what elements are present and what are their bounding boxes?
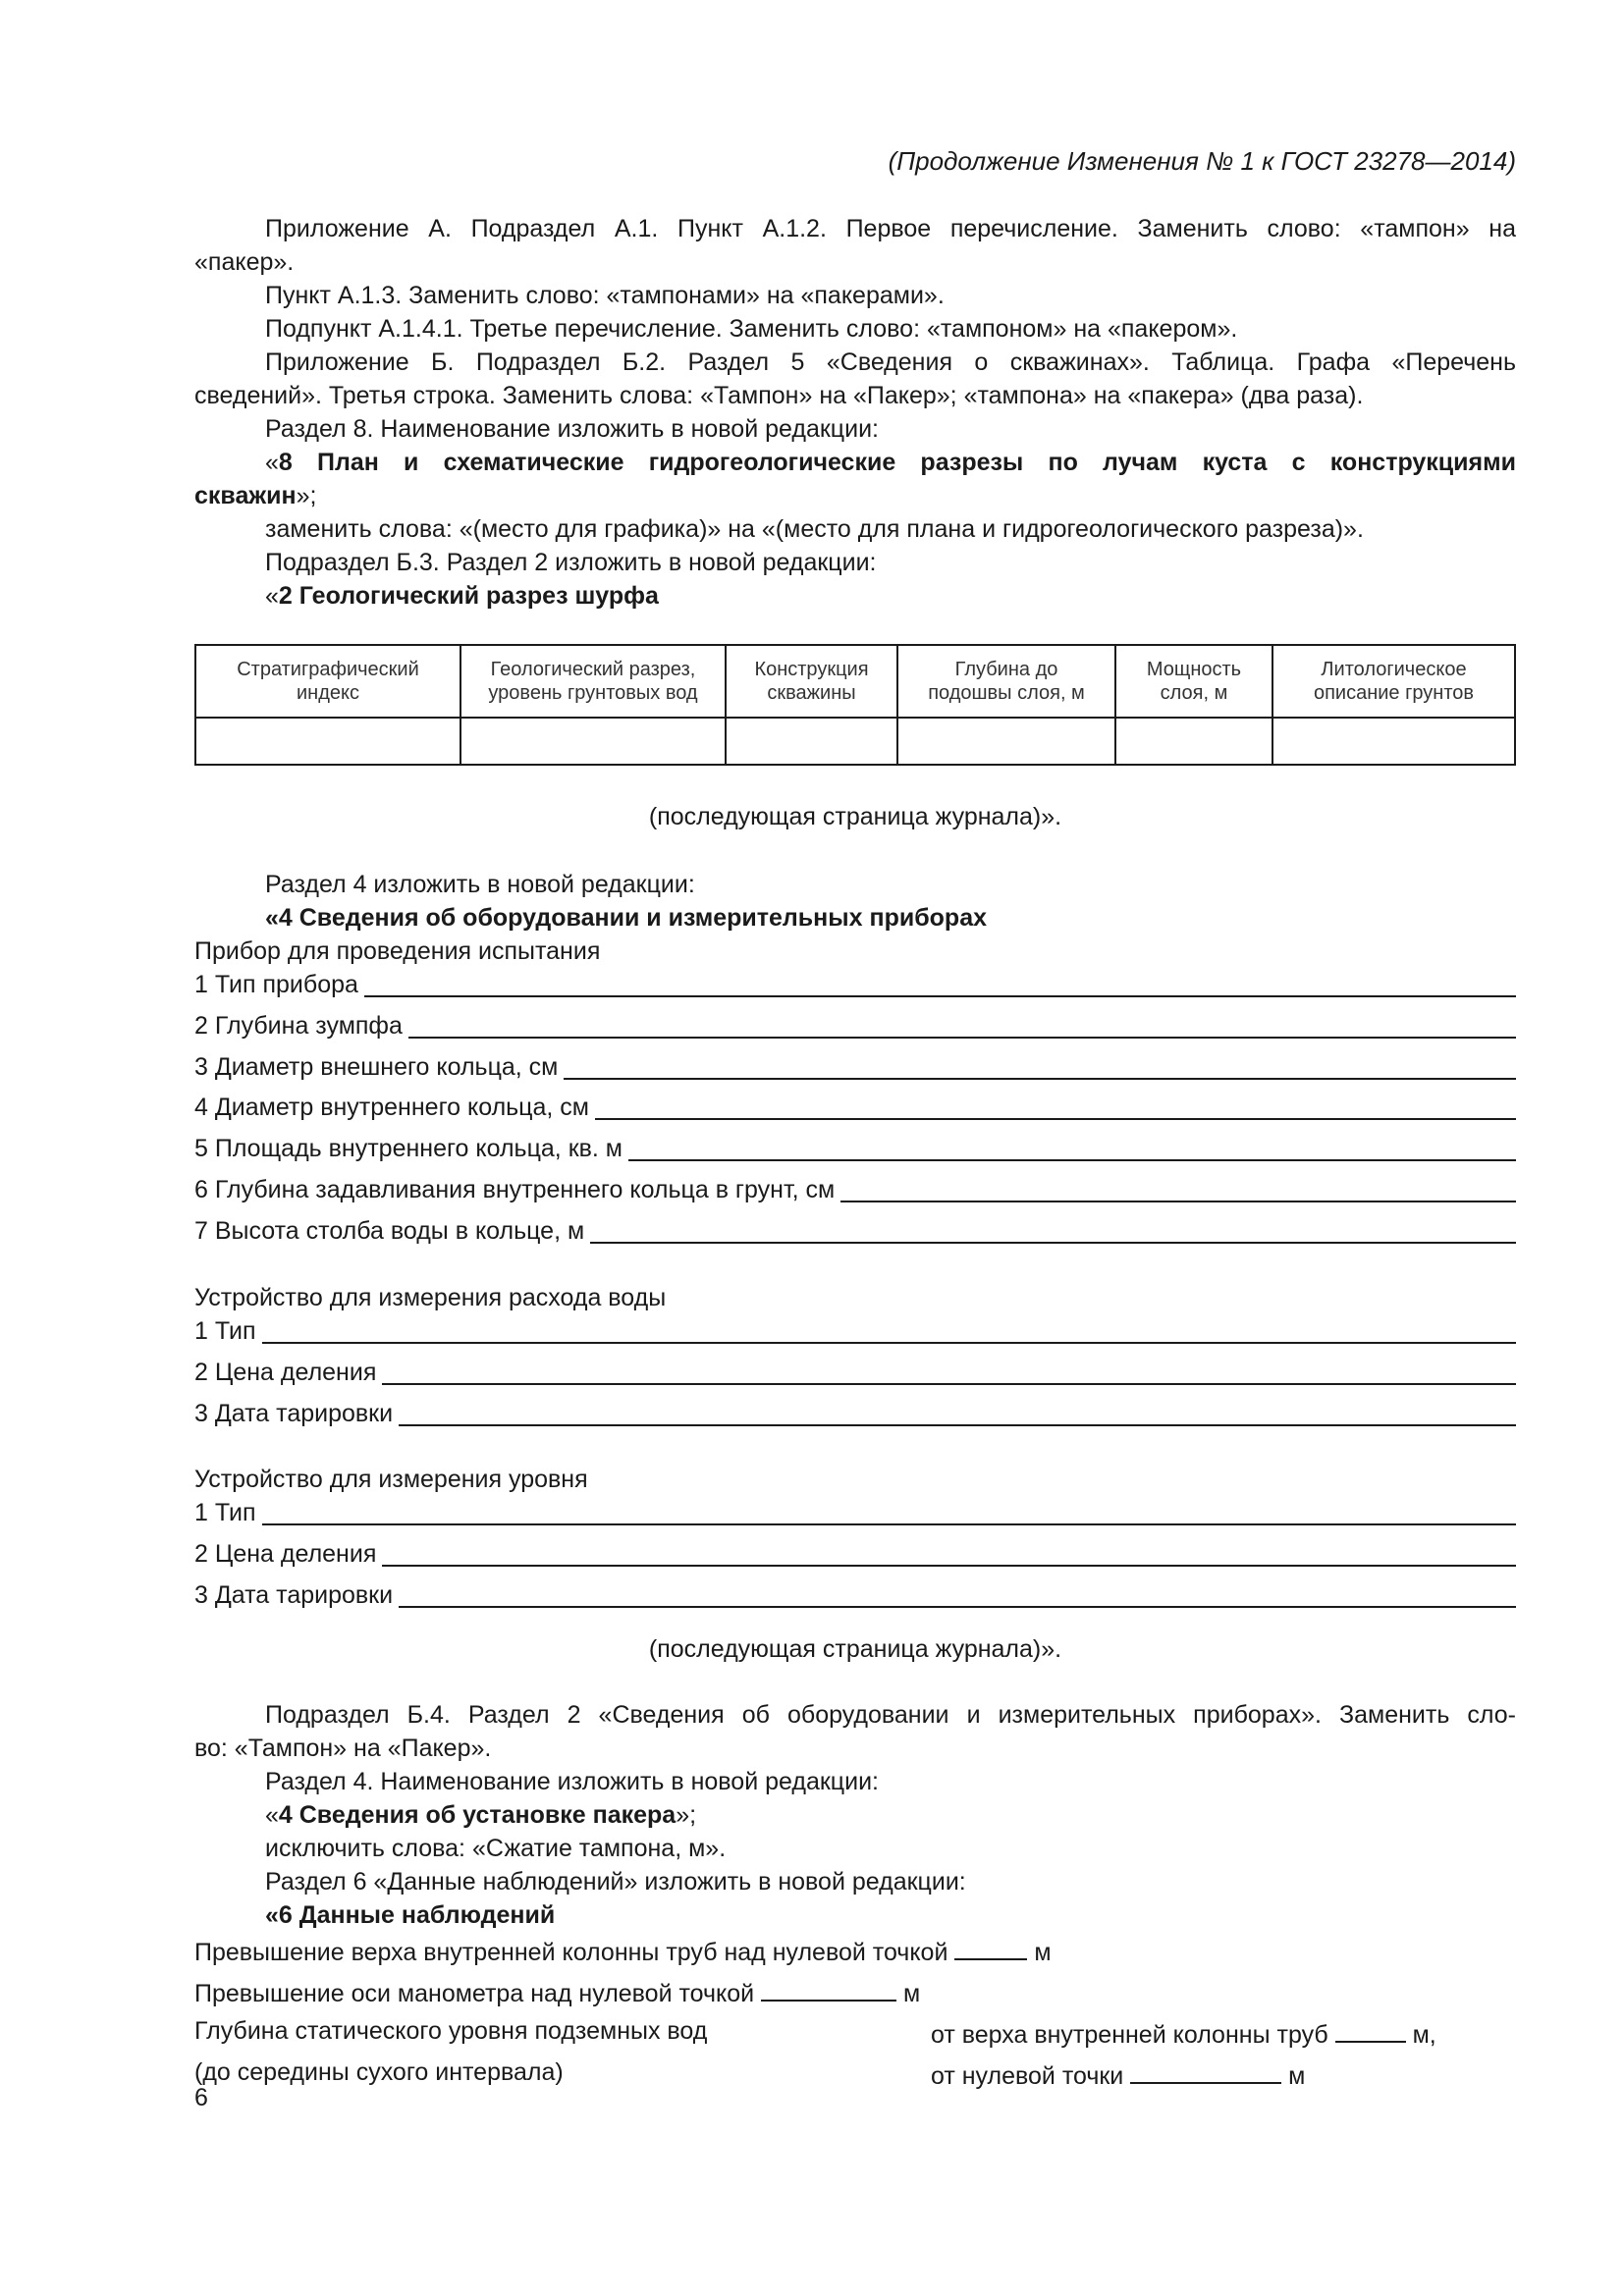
para-annex-a-line2: «пакер». bbox=[194, 248, 295, 276]
para-replace-words: заменить слова: «(место для графика)» на «(место для плана и гидрогеологического разреза)». bbox=[265, 515, 1364, 543]
fill-line bbox=[399, 1579, 1516, 1608]
para-b3: Подраздел Б.3. Раздел 2 изложить в новой редакции: bbox=[265, 549, 877, 576]
table-header-row bbox=[195, 645, 1515, 718]
fill-line bbox=[399, 1398, 1516, 1426]
para-section8-title-line1: «8 План и схематические гидрогеологические разрезы по лучам куста с конструкциями bbox=[265, 449, 1516, 476]
field-label: 1 Тип прибора bbox=[194, 971, 358, 998]
fill-line bbox=[564, 1051, 1516, 1080]
observation-sublabel: от верха внутренней колонны труб м, bbox=[931, 2014, 1436, 2052]
observation-row bbox=[194, 1973, 1516, 2010]
field-label: 2 Цена деления bbox=[194, 1359, 377, 1386]
table-header-cell: Литологическое описание грунтов bbox=[1272, 645, 1515, 718]
fill-line bbox=[595, 1092, 1516, 1120]
next-page-note-2: (последующая страница журнала)». bbox=[648, 1635, 1062, 1663]
fill-line bbox=[628, 1133, 1516, 1161]
next-page-note-1: (последующая страница журнала)». bbox=[648, 803, 1062, 830]
fill-line bbox=[262, 1315, 1516, 1344]
para-annex-b-line1: Приложение Б. Подраздел Б.2. Раздел 5 «Сведения о скважинах». Таблица. Графа «Перечень bbox=[265, 348, 1516, 376]
section4-title: «4 Сведения об оборудовании и измерительных приборах bbox=[265, 904, 988, 932]
field-label: 3 Дата тарировки bbox=[194, 1581, 394, 1609]
device-field-row bbox=[194, 1050, 1516, 1084]
fill-line bbox=[262, 1497, 1516, 1525]
unit-label: м bbox=[903, 1980, 921, 2007]
section4-packer-title: «4 Сведения об установке пакера»; bbox=[265, 1801, 697, 1829]
device-group-title: Прибор для проведения испытания bbox=[194, 937, 601, 965]
flow-group-title: Устройство для измерения расхода воды bbox=[194, 1284, 667, 1311]
device-field-row bbox=[194, 1214, 1516, 1248]
flow-field-row bbox=[194, 1356, 1516, 1389]
observation-label: Превышение оси манометра над нулевой точкой bbox=[194, 1980, 755, 2007]
fill-line bbox=[954, 1932, 1027, 1960]
para-section6: Раздел 6 «Данные наблюдений» изложить в новой редакции: bbox=[265, 1868, 966, 1896]
para-a13: Пункт А.1.3. Заменить слово: «тампонами» на «пакерами». bbox=[265, 282, 945, 309]
para-annex-b-line2: сведений». Третья строка. Заменить слова: «Тампон» на «Пакер»; «тампона» на «пакера» (два раза). bbox=[194, 382, 1364, 409]
fill-line bbox=[761, 1973, 896, 2002]
table-cell bbox=[1272, 718, 1515, 765]
table-header-cell: Мощность слоя, м bbox=[1115, 645, 1272, 718]
observation-label: Глубина статического уровня подземных вод bbox=[194, 2017, 708, 2045]
field-label: 3 Диаметр внешнего кольца, см bbox=[194, 1053, 559, 1081]
observation-label: Превышение верха внутренней колонны труб над нулевой точкой bbox=[194, 1939, 948, 1966]
table-header-cell: Глубина до подошвы слоя, м bbox=[897, 645, 1115, 718]
flow-field-row bbox=[194, 1314, 1516, 1348]
para-a141: Подпункт А.1.4.1. Третье перечисление. Заменить слово: «тампоном» на «пакером». bbox=[265, 315, 1238, 343]
observation-label: (до середины сухого интервала) bbox=[194, 2058, 564, 2086]
fill-line bbox=[1130, 2056, 1281, 2084]
field-label: 6 Глубина задавливания внутреннего кольца в грунт, см bbox=[194, 1176, 836, 1203]
para-section8: Раздел 8. Наименование изложить в новой редакции: bbox=[265, 415, 879, 443]
field-label: 2 Глубина зумпфа bbox=[194, 1012, 403, 1040]
level-field-row bbox=[194, 1537, 1516, 1571]
level-field-row bbox=[194, 1578, 1516, 1612]
page-number: 6 bbox=[194, 2084, 208, 2111]
para-b4-line1: Подраздел Б.4. Раздел 2 «Сведения об оборудовании и измерительных приборах». Заменить сло- bbox=[265, 1701, 1516, 1729]
table-empty-row bbox=[195, 718, 1515, 765]
device-field-row bbox=[194, 1091, 1516, 1124]
device-field-row bbox=[194, 1009, 1516, 1042]
device-field-row bbox=[194, 1173, 1516, 1206]
fill-line bbox=[590, 1215, 1516, 1244]
field-label: 3 Дата тарировки bbox=[194, 1400, 394, 1427]
table-header-cell: Конструкция скважины bbox=[726, 645, 897, 718]
unit-label: м bbox=[1034, 1939, 1052, 1966]
fill-line bbox=[364, 969, 1516, 997]
device-field-row bbox=[194, 968, 1516, 1001]
device-field-row bbox=[194, 1132, 1516, 1165]
fill-line bbox=[382, 1357, 1516, 1385]
para-exclude-words: исключить слова: «Сжатие тампона, м». bbox=[265, 1835, 727, 1862]
document-page bbox=[194, 0, 1516, 2296]
fill-line bbox=[1335, 2014, 1406, 2043]
para-section8-title-line2: скважин»; bbox=[194, 482, 317, 509]
table-cell bbox=[897, 718, 1115, 765]
field-label: 1 Тип bbox=[194, 1499, 256, 1526]
geological-section-table bbox=[194, 644, 1516, 766]
table-cell bbox=[726, 718, 897, 765]
flow-field-row bbox=[194, 1397, 1516, 1430]
level-field-row bbox=[194, 1496, 1516, 1529]
table-header-cell: Стратиграфический индекс bbox=[195, 645, 460, 718]
fill-line bbox=[408, 1010, 1516, 1039]
table-cell bbox=[1115, 718, 1272, 765]
table-cell bbox=[460, 718, 726, 765]
para-annex-a-line1: Приложение А. Подраздел А.1. Пункт А.1.2. Первое перечисление. Заменить слово: «тампон» на bbox=[265, 215, 1516, 242]
fill-line bbox=[840, 1174, 1516, 1202]
level-group-title: Устройство для измерения уровня bbox=[194, 1466, 588, 1493]
para-b4-line2: во: «Тампон» на «Пакер». bbox=[194, 1735, 492, 1762]
field-label: 7 Высота столба воды в кольце, м bbox=[194, 1217, 585, 1245]
section6-title: «6 Данные наблюдений bbox=[265, 1901, 556, 1929]
fill-line bbox=[382, 1538, 1516, 1567]
field-label: 1 Тип bbox=[194, 1317, 256, 1345]
field-label: 4 Диаметр внутреннего кольца, см bbox=[194, 1094, 589, 1121]
observation-row bbox=[194, 1932, 1516, 1969]
observation-sublabel: от нулевой точки м bbox=[931, 2056, 1305, 2093]
field-label: 2 Цена деления bbox=[194, 1540, 377, 1568]
section4-intro: Раздел 4 изложить в новой редакции: bbox=[265, 871, 695, 898]
para-section4-rename: Раздел 4. Наименование изложить в новой редакции: bbox=[265, 1768, 879, 1795]
section2-title: «2 Геологический разрез шурфа bbox=[265, 582, 659, 610]
running-header: (Продолжение Изменения № 1 к ГОСТ 23278—2014) bbox=[888, 146, 1516, 176]
table-header-cell: Геологический разрез, уровень грунтовых вод bbox=[460, 645, 726, 718]
table-cell bbox=[195, 718, 460, 765]
field-label: 5 Площадь внутреннего кольца, кв. м bbox=[194, 1135, 623, 1162]
